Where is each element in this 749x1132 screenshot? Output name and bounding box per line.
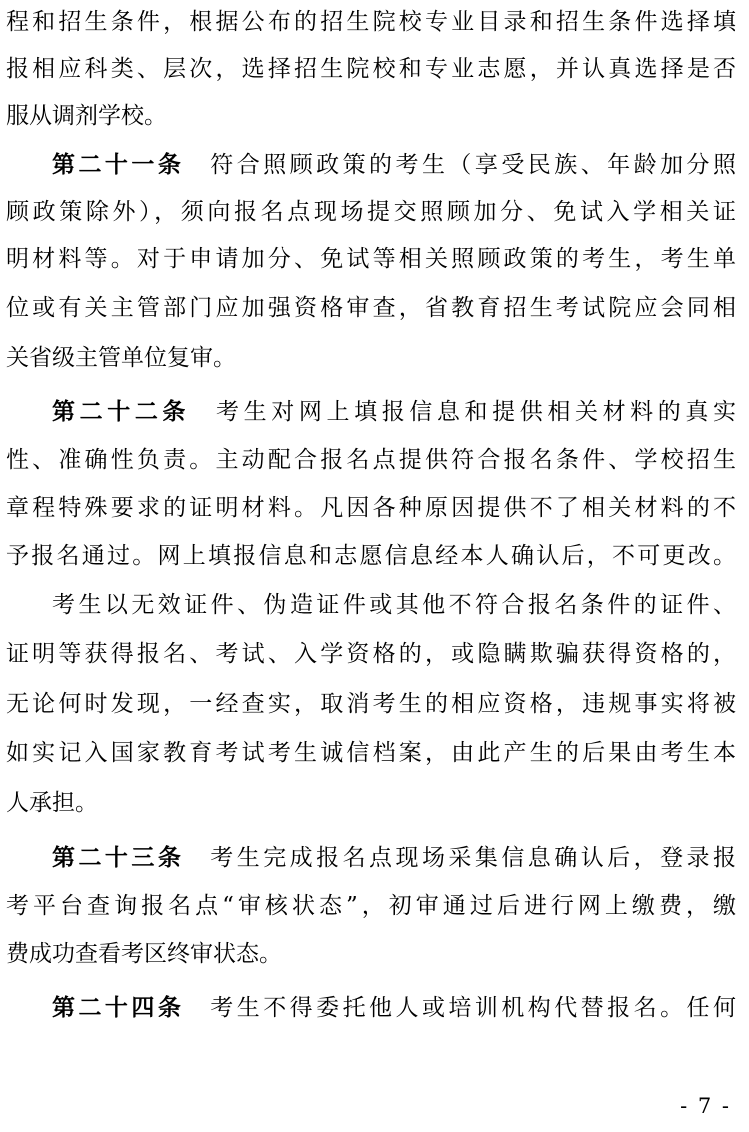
page-number: - 7 -: [680, 1094, 731, 1118]
article-24-text: 考生不得委托他人或培训机构代替报名。任何: [210, 995, 736, 1021]
paragraph-line: 明材料等。对于申请加分、免试等相关照顾政策的考生，考生单: [6, 246, 736, 272]
paragraph-line: 无论何时发现，一经查实，取消考生的相应资格，违规事实将被: [6, 691, 736, 717]
paragraph-line: 予报名通过。网上填报信息和志愿信息经本人确认后，不可更改。: [6, 543, 736, 569]
paragraph-line: 性、准确性负责。主动配合报名点提供符合报名条件、学校招生: [6, 447, 736, 473]
paragraph-line: 关省级主管单位复审。: [6, 345, 236, 371]
article-21-text: 符合照顾政策的考生（享受民族、年龄加分照: [210, 152, 736, 178]
paragraph-line: 章程特殊要求的证明材料。凡因各种原因提供不了相关材料的不: [6, 495, 736, 521]
article-22-first-line: [52, 392, 736, 432]
paragraph-line: 如实记入国家教育考试考生诚信档案，由此产生的后果由考生本: [6, 740, 736, 766]
paragraph-line: 证明等获得报名、考试、入学资格的，或隐瞒欺骗获得资格的，: [6, 641, 736, 667]
paragraph-line: 考平台查询报名点“审核状态”，初审通过后进行网上缴费，缴: [6, 893, 736, 919]
article-22-text: 考生对网上填报信息和提供相关材料的真实: [216, 399, 736, 425]
article-23-text: 考生完成报名点现场采集信息确认后，登录报: [210, 845, 736, 871]
article-21-first-line: [52, 145, 736, 185]
paragraph-line: 顾政策除外），须向报名点现场提交照顾加分、免试入学相关证: [6, 199, 736, 225]
paragraph-line: 报相应科类、层次，选择招生院校和专业志愿，并认真选择是否: [6, 56, 736, 82]
article-23-first-line: [52, 838, 736, 878]
paragraph-line: 程和招生条件，根据公布的招生院校专业目录和招生条件选择填: [6, 9, 736, 35]
article-24-heading: 第二十四条: [52, 995, 185, 1021]
article-22-heading: 第二十二条: [52, 399, 191, 425]
article-23-heading: 第二十三条: [52, 845, 185, 871]
paragraph-line: 服从调剂学校。: [6, 103, 167, 129]
article-21-heading: 第二十一条: [52, 152, 185, 178]
paragraph-line: 位或有关主管部门应加强资格审查，省教育招生考试院应会同相: [6, 295, 736, 321]
paragraph-line: 人承担。: [6, 790, 98, 816]
article-24-first-line: [52, 988, 736, 1028]
paragraph-line: 费成功查看考区终审状态。: [6, 941, 282, 967]
paragraph-first-line: 考生以无效证件、伪造证件或其他不符合报名条件的证件、: [52, 592, 736, 618]
